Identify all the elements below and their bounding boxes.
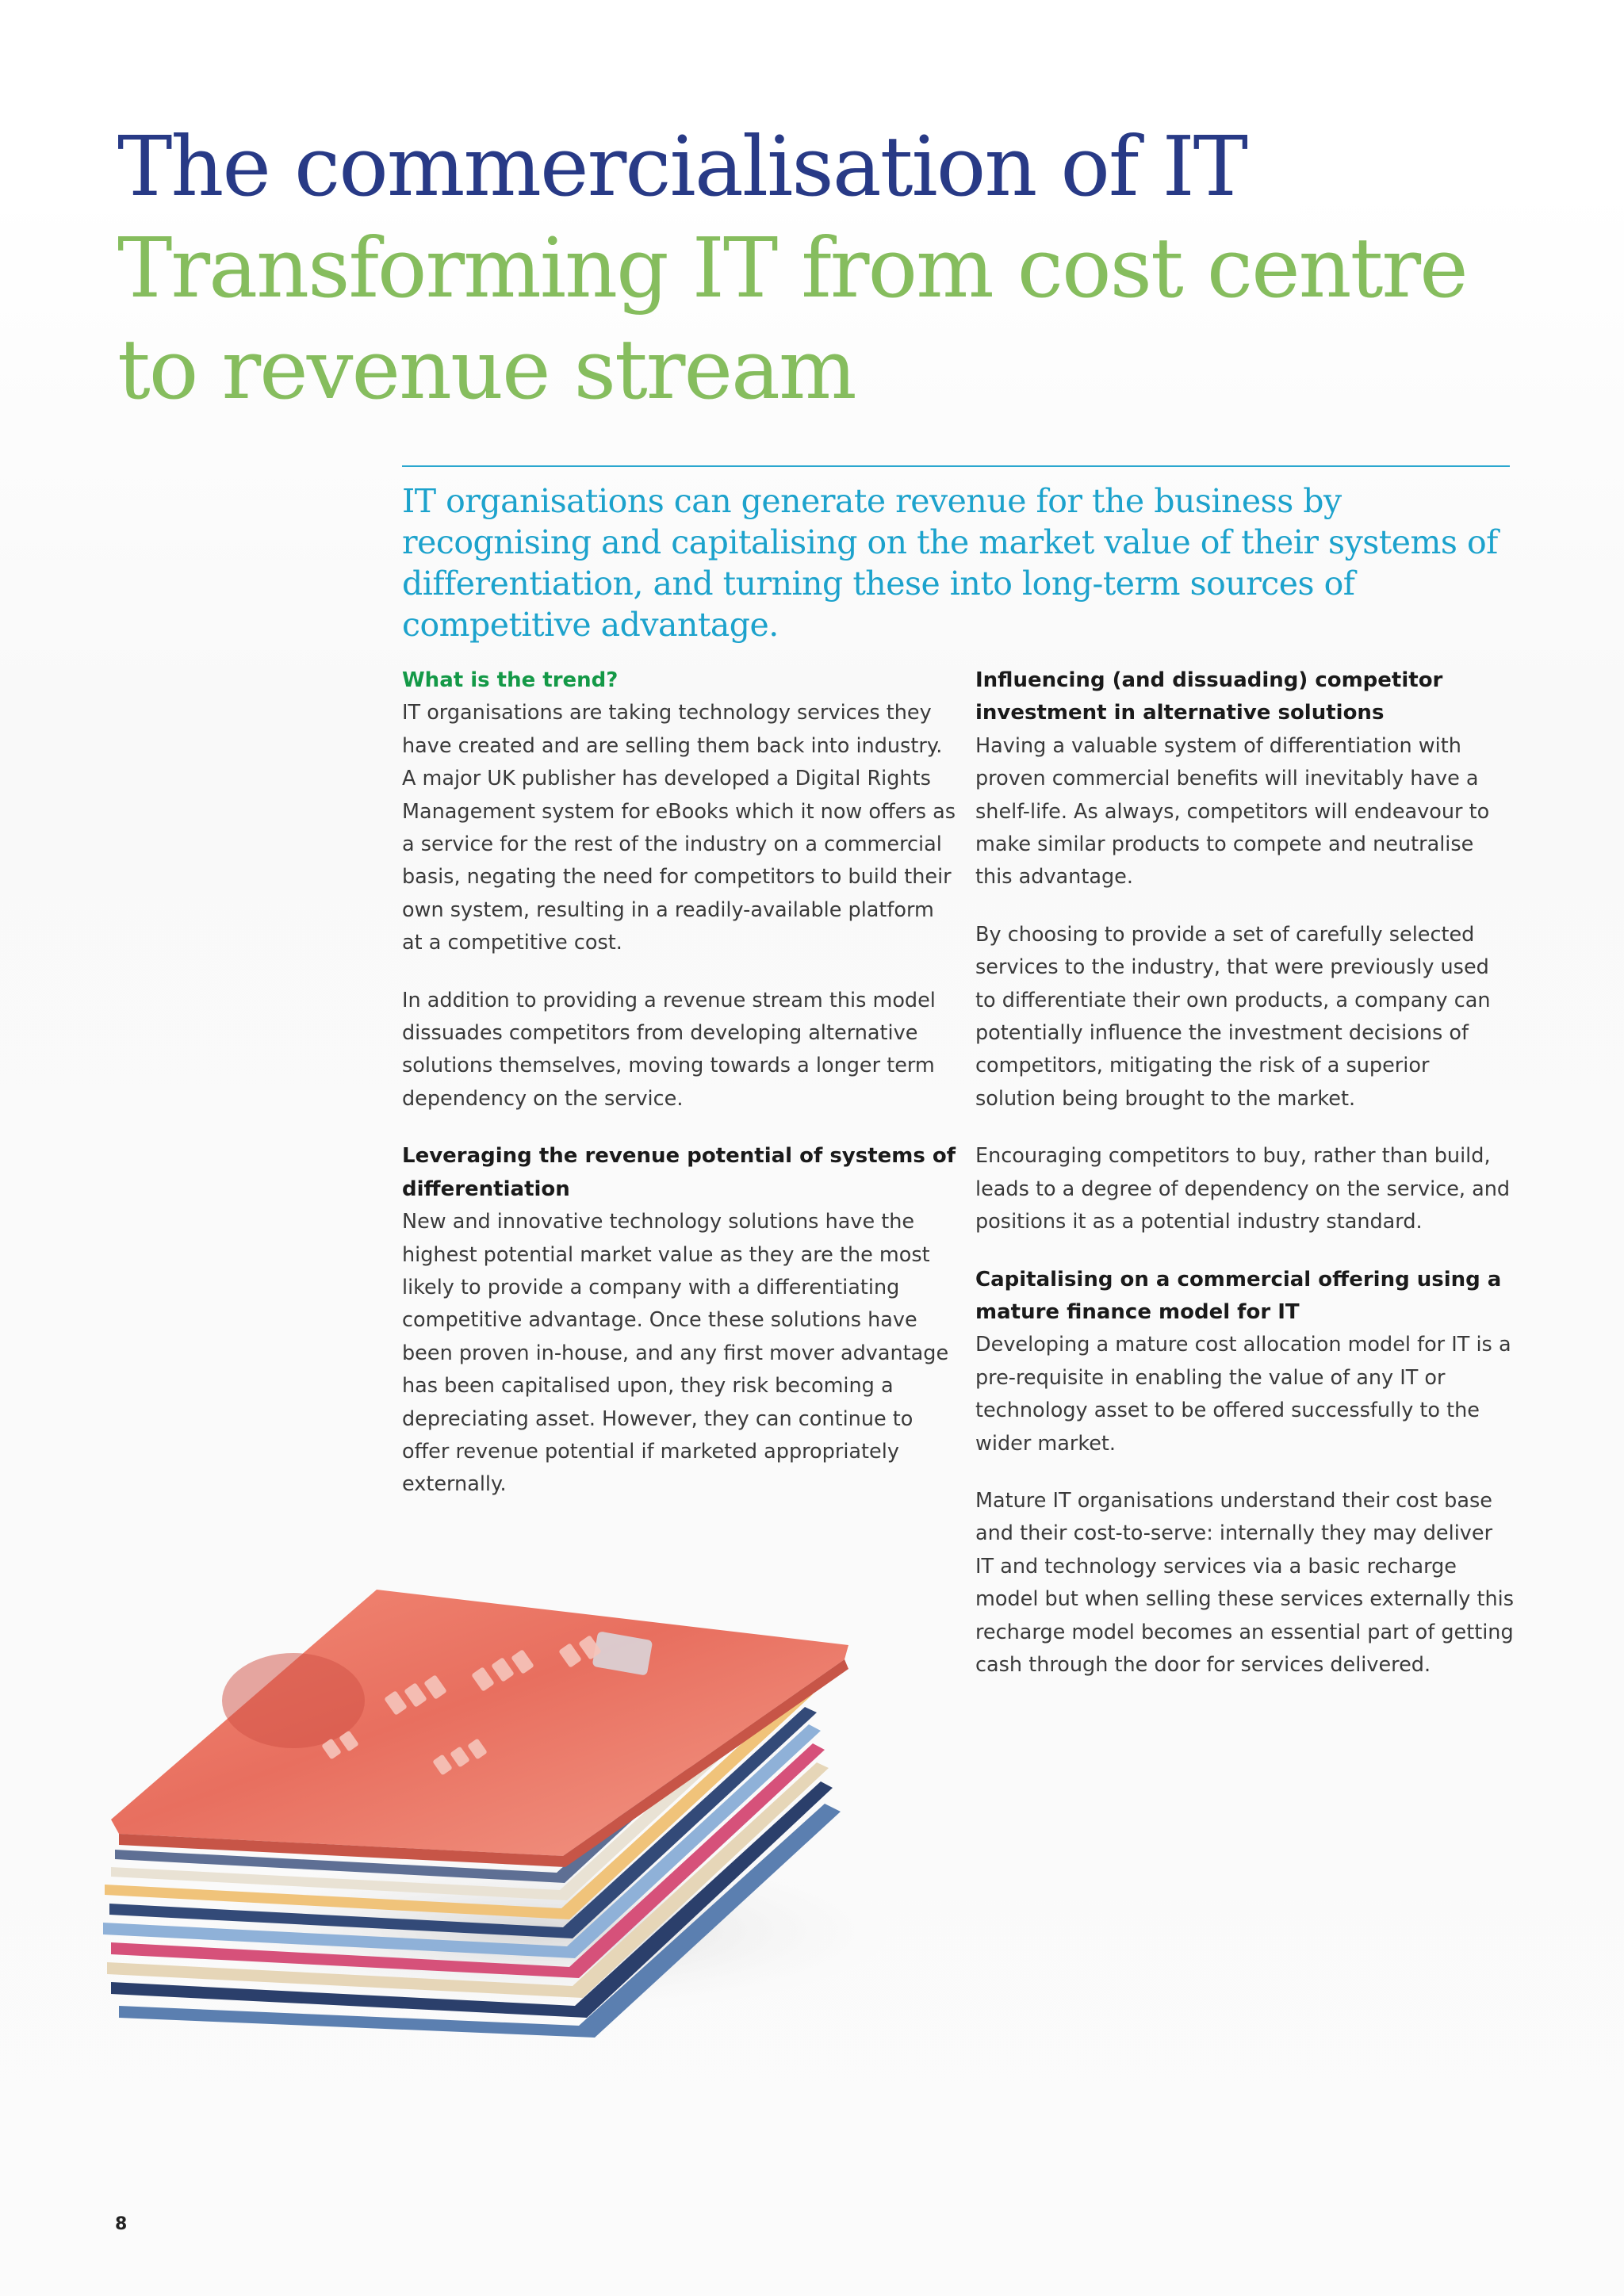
body-paragraph: IT organisations are taking technology services they have created and are selling them back into industry. A major UK publisher has developed a Digital Rights Management system for eBooks which it now offers as a service for the rest of the industry on a commercial basis, negating the need for competitors to build their own system, resulting in a readily-available platform at a competitive cost. — [402, 701, 956, 955]
section-heading-leveraging: Leveraging the revenue potential of systems of differentiation — [402, 1144, 956, 1201]
title-line-2: Transforming IT from cost centre — [117, 220, 1467, 316]
body-paragraph: Having a valuable system of differentiation with proven commercial benefits will inevitably have a shelf-life. As always, competitors will endeavour to make similar products to compete and neutralise this advantage. — [975, 733, 1490, 890]
title-line-1: The commercialisation of IT — [117, 118, 1247, 215]
body-paragraph: Mature IT organisations understand their cost base and their cost-to-serve: internally they may deliver IT and technology services via a basic recharge model but when selling these services externally this recharge model becomes an essential part of getting cash through the door for services delivered. — [975, 1488, 1515, 1677]
body-paragraph: By choosing to provide a set of carefully selected services to the industry, that were previously used to differentiate their own products, a company can potentially influence the investment decisions of competitors, mitigating the risk of a superior solution being brought to the market. — [975, 922, 1491, 1111]
body-paragraph: Encouraging competitors to buy, rather than build, leads to a degree of dependency on the service, and positions it as a potential industry standard. — [975, 1144, 1511, 1234]
intro-paragraph: IT organisations can generate revenue for the business by recognising and capitalising on the market value of their systems of differentiation, and turning these into long-term sources of competitive advantage. — [402, 482, 1498, 644]
title-line-3: to revenue stream — [117, 321, 856, 418]
body-paragraph: Developing a mature cost allocation model for IT is a pre-requisite in enabling the value of any IT or technology asset to be offered successfully to the wider market. — [975, 1333, 1511, 1456]
body-paragraph: New and innovative technology solutions have the highest potential market value as they are the most likely to provide a company with a differentiating competitive advantage. Once these solutions have been proven in-house, and any first mover advantage has been capitalised upon, they risk becoming a depreciating asset. However, they can continue to offer revenue potential if marketed appropriately externally. — [402, 1210, 949, 1497]
page-title — [117, 116, 1467, 420]
section-heading-capitalising: Capitalising on a commercial offering using a mature finance model for IT — [975, 1267, 1502, 1324]
right-column — [975, 664, 1515, 1706]
body-paragraph: In addition to providing a revenue stream this model dissuades competitors from developing alternative solutions themselves, moving towards a longer term dependency on the service. — [402, 988, 936, 1111]
section-heading-trend: What is the trend? — [402, 668, 619, 692]
left-column — [402, 664, 957, 1526]
credit-cards-image — [87, 1574, 959, 2065]
section-heading-influencing: Influencing (and dissuading) competitor investment in alternative solutions — [975, 668, 1443, 725]
page-number: 8 — [115, 2214, 128, 2234]
divider-rule — [402, 465, 1510, 467]
